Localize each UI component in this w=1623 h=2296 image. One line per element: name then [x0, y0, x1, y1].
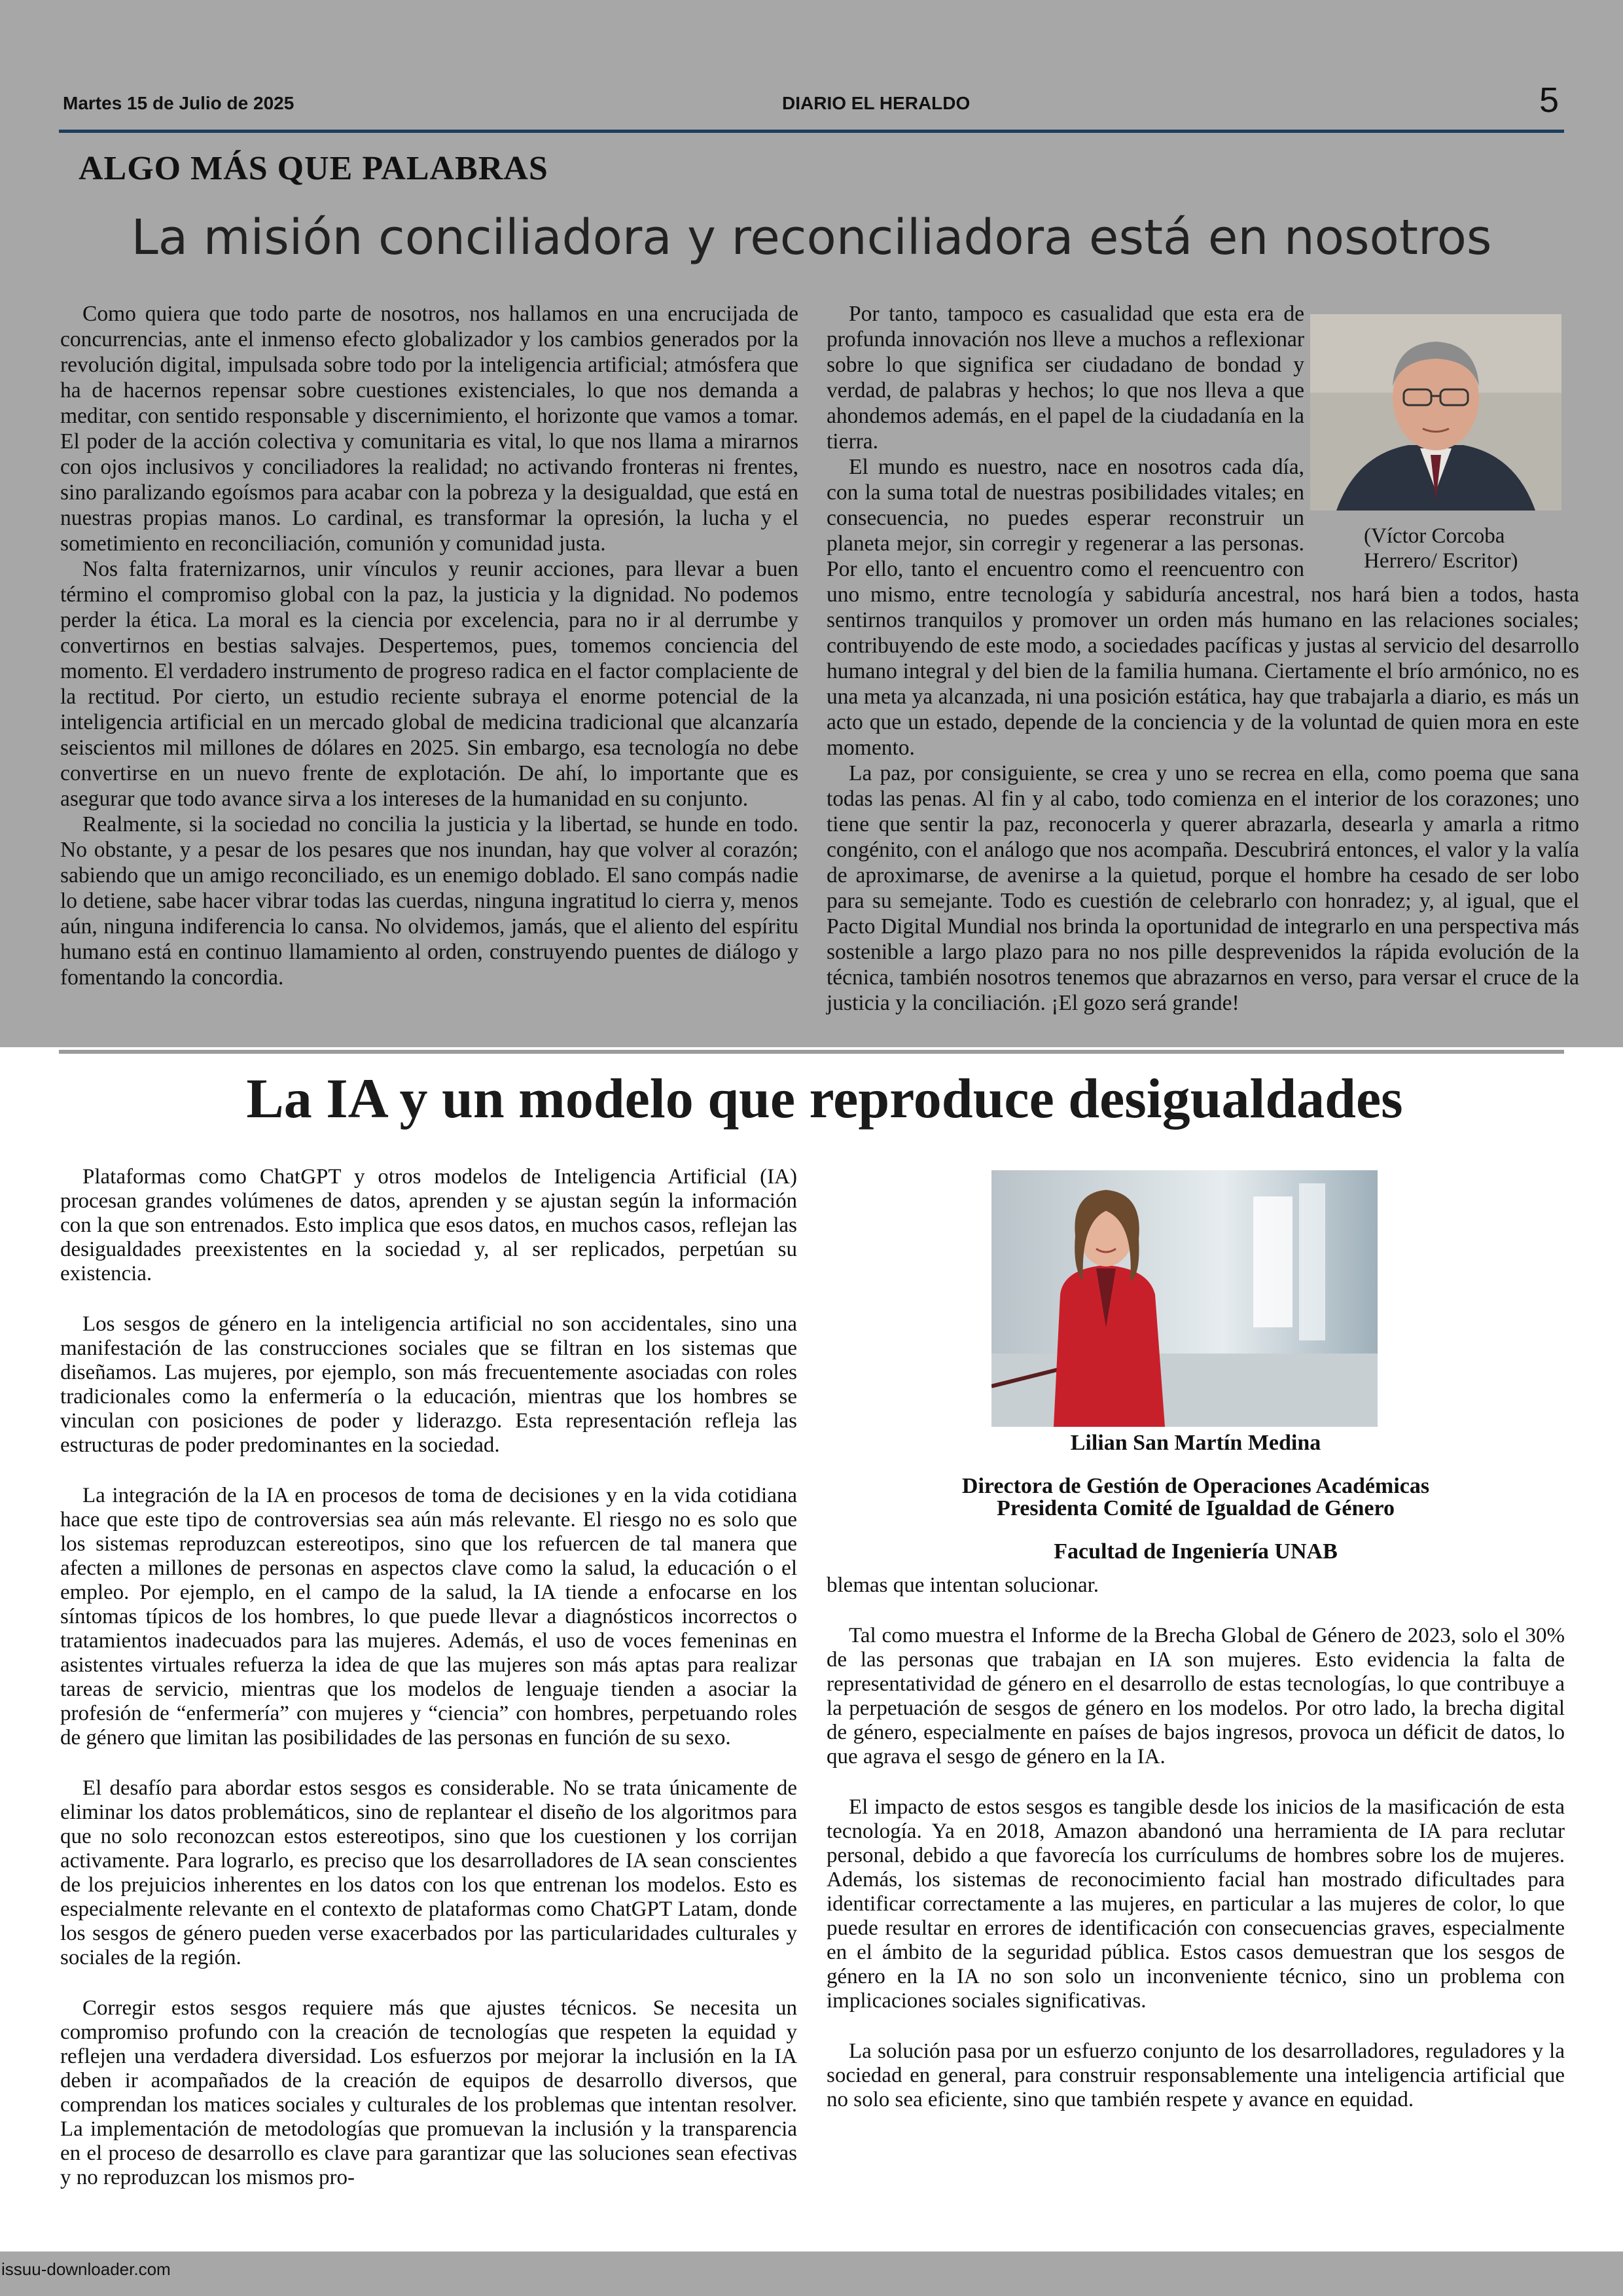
page-header [59, 81, 1564, 133]
article1-column-1 [60, 301, 798, 990]
article1-paragraph: Nos falta fraternizarnos, unir vínculos y reunir acciones, para llevar a buen término el compromiso global con la paz, la justicia y la dignidad. No podemos perder la ética. La moral es la ciencia por excelencia, para no ir al derrumbe y convertirnos en bestias salvajes. Despertemos, pues, tomemos conciencia del momento. El verdadero instrumento de progreso radica en el factor complaciente de la rectitud. Por cierto, un estudio reciente subraya el enorme potencial de la inteligencia artificial en un mercado global de medicina tradicional que alcanzaría seiscientos mil millones de dólares en 2025. Sin embargo, esa tecnología no debe convertirse en un nuevo frente de explotación. De ahí, lo importante que es asegurar que todo avance sirva a los intereses de la humanidad en su conjunto. [60, 557, 798, 811]
article2-paragraph: Corregir estos sesgos requiere más que ajustes técnicos. Se necesita un compromiso profundo con la creación de tecnologías que respeten la equidad y reflejen una verdadera diversidad. Los esfuerzos por mejorar la inclusión en la IA deben ir acompañados de la creación de equipos de desarrollo diversos, que comprendan los matices sociales y culturales de los problemas que intentan resolver. La implementación de metodologías que promuevan la inclusión y la transparencia en el proceso de desarrollo es clave para garantizar que las soluciones sean efectivas y no reproduzcan los mismos pro- [60, 1996, 797, 2189]
article1-paragraph: La paz, por consiguiente, se crea y uno se recrea en ella, como poema que sana todas las penas. Al fin y al cabo, todo comienza en el interior de los corazones; uno tiene que sentir la paz, reconocerla y querer abrazarla, desearla y amarla a ritmo congénito, con el análogo que nos acompaña. Descubrirá entonces, el valor y la valía de aproximarse, de avenirse a la quietud, porque el hombre ha cesado de ser lobo para su semejante. Todo es cuestión de celebrarlo con honradez; y, al igual, que el Pacto Digital Mundial nos brinda la oportunidad de integrarlo en una perspectiva más sostenible a largo plazo para no nos pille desprevenidos la rápida evolución de la técnica, también nosotros tenemos que abrazarnos en verso, para versar el cruce de la justicia y la conciliación. ¡El gozo será grande! [827, 761, 1579, 1015]
article2-column-2 [827, 1573, 1565, 2138]
author-role-line: Presidenta Comité de Igualdad de Género [997, 1496, 1395, 1520]
issue-date: Martes 15 de Julio de 2025 [63, 93, 294, 113]
author-roles-lilian [827, 1475, 1565, 1520]
page-number: 5 [1539, 81, 1559, 120]
article2-paragraph: Los sesgos de género en la inteligencia artificial no son accidentales, sino una manifestación de las construcciones sociales que se filtran en los sistemas que diseñamos. Las mujeres, por ejemplo, son más frecuentemente asociadas con roles tradicionales como la enfermería o la educación, mientras que los hombres se vinculan con posiciones de poder y liderazgo. Esta representación refleja las estructuras de poder predominantes en la sociedad. [60, 1312, 797, 1457]
author-role-line: Directora de Gestión de Operaciones Académicas [961, 1474, 1430, 1498]
author-caption-victor: (Víctor Corcoba Herrero/ Escritor) [1364, 524, 1518, 573]
article1-paragraph: Realmente, si la sociedad no concilia la justicia y la libertad, se hunde en todo. No obstante, y a pesar de los pesares que nos inundan, hay que volver al corazón; sabiendo que un amigo reconciliado, es un enemigo doblado. El sano compás nadie lo detiene, sabe hacer vibrar todas las cuerdas, ninguna ingratitud lo cierra y, menos aún, ninguna indiferencia lo cansa. No olvidemos, jamás, que el aliento del espíritu humano está en continuo llamamiento al orden, construyendo puentes de diálogo y fomentando la concordia. [60, 812, 798, 990]
article2-headline: La IA y un modelo que reproduce desigualdades [246, 1067, 1403, 1130]
article2-paragraph: El desafío para abordar estos sesgos es considerable. No se trata únicamente de eliminar los datos problemáticos, sino de replantear el diseño de los algoritmos para que no solo reconozcan estos estereotipos, sino que los cuestionen y los corrijan activamente. Para lograrlo, es preciso que los desarrolladores de IA sean conscientes de los prejuicios inherentes en los datos con los que entrenan los modelos. Esto es especialmente relevante en el contexto de plataformas como ChatGPT Latam, donde los sesgos de género pueden verse exacerbados por las particularidades culturales y sociales de la región. [60, 1776, 797, 1969]
article2-paragraph: blemas que intentan solucionar. [827, 1573, 1099, 1597]
article1-paragraph: Como quiera que todo parte de nosotros, nos hallamos en una encrucijada de concurrencias, ante el inmenso efecto globalizador y los cambios generados por la revolución digital, impulsada sobre todo por la inteligencia artificial; atmósfera que ha de hacernos repensar sobre cuestiones existenciales, lo que nos demanda a meditar, con sentido responsable y discernimiento, el horizonte que vamos a tomar. El poder de la acción colectiva y comunitaria es vital, lo que nos llama a mirarnos con ojos inclusivos y conciliadores la realidad; no activando fronteras ni frentes, sino paralizando egoísmos para acabar con la pobreza y la desigualdad, que está en nuestras propias manos. Lo cardinal, es transformar la opresión, la lucha y el sometimiento en reconciliación, comunión y comunidad justa. [60, 302, 798, 556]
article1-paragraph: Por tanto, tampoco es casualidad que esta era de profunda innovación nos lleve a muchos a reflexionar sobre lo que significa ser ciudadano de bondad y verdad, de palabras y hechos; lo que nos lleva a que ahondemos además, en el papel de la ciudadanía en la tierra. [827, 302, 1304, 454]
author-photo-victor [1310, 314, 1561, 511]
watermark-text: issuu-downloader.com [1, 2259, 171, 2279]
article2-paragraph: La integración de la IA en procesos de toma de decisiones y en la vida cotidiana hace que este tipo de controversias sea aún más relevante. El riesgo no es solo que los sistemas reproduzcan estereotipos, sino que los refuercen de tal manera que afecten a millones de personas en aspectos clave como la salud, la educación o el empleo. Por ejemplo, en el campo de la salud, la IA tiende a enfocarse en los síntomas típicos de los hombres, lo que puede llevar a diagnósticos incorrectos o tratamientos inadecuados para las mujeres. Además, el uso de voces femeninas en asistentes virtuales refuerza la idea de que las mujeres son más aptas para realizar tareas de servicio, mientras que los modelos de lenguaje tienden a asociar la profesión de “enfermería” con mujeres y “ciencia” con hombres, perpetuando roles de género que limitan las posibilidades de las personas en función de su sexo. [60, 1484, 797, 1749]
article2-paragraph: Plataformas como ChatGPT y otros modelos de Inteligencia Artificial (IA) procesan grandes volúmenes de datos, aprenden y se ajustan según la información con la que son entrenados. Esto implica que esos datos, en muchos casos, reflejan las desigualdades preexistentes en la sociedad y, al ser replicados, perpetúan su existencia. [60, 1165, 797, 1285]
article2-column-1 [60, 1165, 797, 2216]
article1-headline: La misión conciliadora y reconciliadora está en nosotros [131, 209, 1492, 266]
article2-paragraph: La solución pasa por un esfuerzo conjunto de los desarrolladores, reguladores y la sociedad en general, para construir responsablemente una inteligencia artificial que no solo sea eficiente, sino que también respete y avance en equidad. [827, 2039, 1565, 2111]
author-faculty: Facultad de Ingeniería UNAB [1054, 1539, 1338, 1564]
article2-paragraph: Tal como muestra el Informe de la Brecha Global de Género de 2023, solo el 30% de las personas que trabajan en IA son mujeres. Esto evidencia la falta de representatividad de género en el desarrollo de estas tecnologías, lo que contribuye a la perpetuación de sesgos de género en los modelos. Por otro lado, la brecha digital de género, especialmente en países de bajos ingresos, provoca un déficit de datos, lo que agrava el sesgo de género en la IA. [827, 1624, 1565, 1768]
author-photo-lilian [991, 1170, 1378, 1427]
author-name-lilian: Lilian San Martín Medina [1070, 1431, 1321, 1455]
column-title: ALGO MÁS QUE PALABRAS [79, 150, 548, 187]
article1-paragraph: El mundo es nuestro, nace en nosotros cada día, con la suma total de nuestras posibilidades vitales; en consecuencia, no puedes esperar reconstruir un planeta mejor, sin corregir y regenerar a las personas. Por ello, tanto el encuentro como el reencuentro con uno mismo, entre tecnología y sabiduría ancestral, nos hará bien a todos, hasta sentirnos tranquilos y promover un orden más humano en las relaciones sociales; contribuyendo de este modo, a sociedades pacíficas y justas al servicio del desarrollo humano integral y del bien de la familia humana. Ciertamente el brío armónico, no es una meta ya alcanzada, ni una posición estática, hay que trabajarla a diario, es más un acto que un estado, depende de la conciencia y de la voluntad de quien mora en este momento. [827, 455, 1579, 760]
footer-bar [0, 2251, 1623, 2296]
article2-paragraph: El impacto de estos sesgos es tangible desde los inicios de la masificación de esta tecnología. Ya en 2018, Amazon abandonó una herramienta de IA para reclutar personal, debido a que favorecía los currículums de hombres sobre los de mujeres. Además, los sistemas de reconocimiento facial han mostrado dificultades para identificar correctamente a las mujeres, en particular a las mujeres de color, lo que puede resultar en errores de identificación con consecuencias graves, especialmente en el ámbito de la seguridad pública. Estos casos demuestran que los sesgos de género en la IA no son solo un inconveniente técnico, sino un problema con implicaciones sociales significativas. [827, 1795, 1565, 2013]
section-divider [59, 1050, 1564, 1054]
newspaper-name: DIARIO EL HERALDO [782, 93, 971, 113]
